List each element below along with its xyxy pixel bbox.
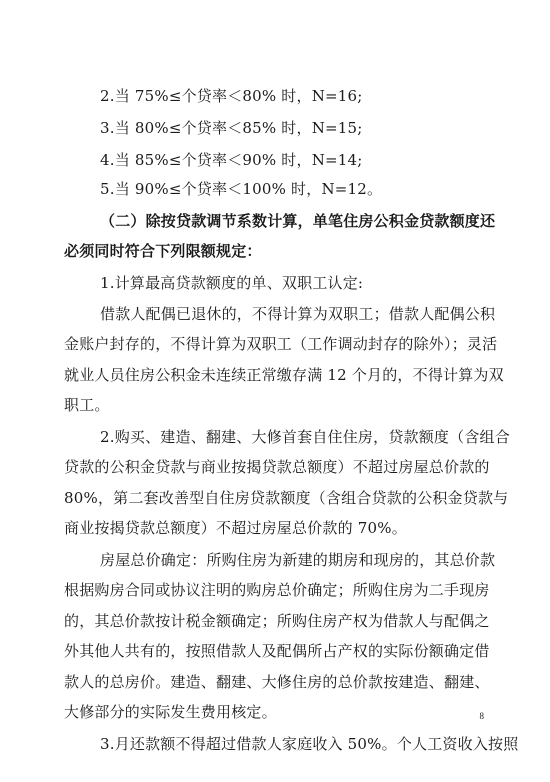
ratio-rule-4: 4.当 85%≤个贷率＜90% 时，N=14;	[100, 151, 363, 169]
paragraph-2-line-1: 2.购买、建造、翻建、大修首套自住住房，贷款额度（含组合	[100, 428, 510, 446]
paragraph-3-line-2: 根据购房合同或协议注明的购房总价确定；所购住房为二手现房	[64, 581, 490, 599]
paragraph-2-line-4: 商业按揭贷款总额度）不超过房屋总价款的 70%。	[64, 519, 407, 537]
ratio-rule-5: 5.当 90%≤个贷率＜100% 时，N=12。	[100, 180, 383, 198]
subsection-1-title: 1.计算最高贷款额度的单、双职工认定:	[100, 274, 364, 292]
section-heading-line-2: 必须同时符合下列限额规定：	[64, 242, 262, 260]
ratio-rule-2: 2.当 75%≤个贷率＜80% 时，N=16;	[100, 87, 363, 105]
paragraph-3-line-6: 大修部分的实际发生费用核定。	[64, 703, 277, 721]
paragraph-3-line-3: 的，其总价款按计税金额确定；所购住房产权为借款人与配偶之	[64, 612, 490, 630]
paragraph-2-line-3: 80%，第二套改善型自住房贷款额度（含组合贷款的公积金贷款与	[64, 489, 509, 507]
paragraph-3-line-5: 款人的总房价。建造、翻建、大修住房的总价款按建造、翻建、	[64, 673, 490, 691]
paragraph-1-line-1: 借款人配偶已退休的，不得计算为双职工；借款人配偶公积	[100, 305, 496, 323]
ratio-rule-3: 3.当 80%≤个贷率＜85% 时，N=15;	[100, 119, 363, 137]
paragraph-1-line-3: 就业人员住房公积金未连续正常缴存满 12 个月的，不得计算为双	[64, 366, 504, 384]
section-heading-line-1: （二）除按贷款调节系数计算，单笔住房公积金贷款额度还	[100, 212, 496, 230]
paragraph-3-line-1: 房屋总价确定：所购住房为新建的期房和现房的，其总价款	[100, 551, 496, 569]
paragraph-2-line-2: 贷款的公积金贷款与商业按揭贷款总额度）不超过房屋总价款的	[64, 458, 490, 476]
paragraph-1-line-4: 职工。	[64, 396, 110, 414]
paragraph-3-line-4: 外其他人共有的，按照借款人及配偶所占产权的实际份额确定借	[64, 642, 490, 660]
page-number: 8	[479, 711, 484, 721]
paragraph-1-line-2: 金账户封存的，不得计算为双职工（工作调动封存的除外）；灵活	[64, 335, 498, 353]
paragraph-4-line-1: 3.月还款额不得超过借款人家庭收入 50%。个人工资收入按照	[100, 735, 519, 753]
